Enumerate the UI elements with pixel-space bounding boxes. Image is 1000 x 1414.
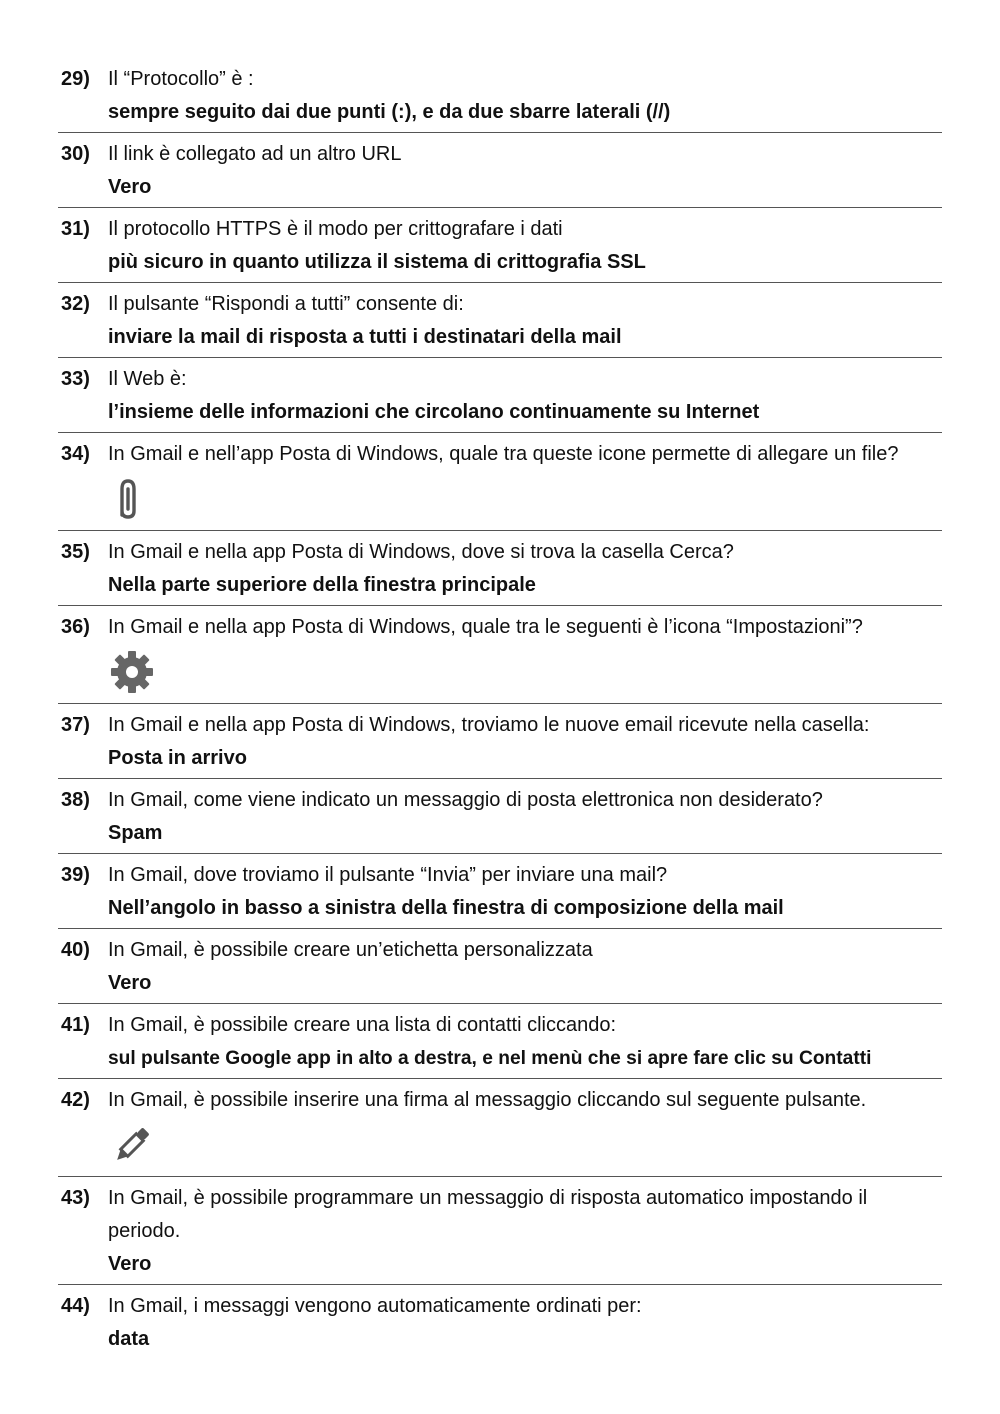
answer-text: Nell’angolo in basso a sinistra della finestra di composizione della mail: [108, 897, 784, 919]
question-number: 33): [61, 368, 90, 390]
question-text: In Gmail e nella app Posta di Windows, quale tra le seguenti è l’icona “Impostazioni”?: [108, 616, 863, 638]
question-text: In Gmail, i messaggi vengono automaticamente ordinati per:: [108, 1295, 642, 1317]
quiz-item-42: [58, 1079, 942, 1177]
question-text: In Gmail, è possibile creare un’etichetta personalizzata: [108, 939, 593, 961]
answer-text: più sicuro in quanto utilizza il sistema di crittografia SSL: [108, 251, 646, 273]
quiz-item-41: [58, 1004, 942, 1079]
pen-icon: [108, 1121, 156, 1169]
question-text: In Gmail, è possibile programmare un messaggio di risposta automatico impostando il periodo.: [108, 1187, 868, 1242]
question-text: In Gmail e nella app Posta di Windows, troviamo le nuove email ricevute nella casella:: [108, 714, 870, 736]
paperclip-icon: [108, 475, 148, 523]
answer-text: sul pulsante Google app in alto a destra, e nel menù che si apre fare clic su Contatti: [108, 1048, 872, 1069]
question-number: 32): [61, 293, 90, 315]
question-number: 30): [61, 143, 90, 165]
quiz-item-32: [58, 283, 942, 358]
question-text: In Gmail e nell’app Posta di Windows, quale tra queste icone permette di allegare un file?: [108, 443, 899, 465]
quiz-item-35: [58, 531, 942, 606]
question-number: 42): [61, 1089, 90, 1111]
question-number: 34): [61, 443, 90, 465]
quiz-item-39: [58, 854, 942, 929]
quiz-item-29: [58, 58, 942, 133]
quiz-item-34: [58, 433, 942, 531]
answer-text: Vero: [108, 176, 152, 198]
question-number: 38): [61, 789, 90, 811]
question-number: 41): [61, 1014, 90, 1036]
quiz-item-38: [58, 779, 942, 854]
question-number: 44): [61, 1295, 90, 1317]
question-text: In Gmail, dove troviamo il pulsante “Invia” per inviare una mail?: [108, 864, 668, 886]
question-number: 37): [61, 714, 90, 736]
question-text: In Gmail e nella app Posta di Windows, dove si trova la casella Cerca?: [108, 541, 734, 563]
question-text: Il pulsante “Rispondi a tutti” consente di:: [108, 293, 464, 315]
question-number: 40): [61, 939, 90, 961]
answer-text: Vero: [108, 1253, 152, 1275]
question-text: In Gmail, è possibile inserire una firma al messaggio cliccando sul seguente pulsante.: [108, 1089, 867, 1111]
question-number: 31): [61, 218, 90, 240]
question-text: In Gmail, è possibile creare una lista di contatti cliccando:: [108, 1014, 617, 1036]
quiz-item-40: [58, 929, 942, 1004]
answer-text: Vero: [108, 972, 152, 994]
answer-text: inviare la mail di risposta a tutti i destinatari della mail: [108, 326, 622, 348]
question-text: In Gmail, come viene indicato un messaggio di posta elettronica non desiderato?: [108, 789, 823, 811]
question-text: Il Web è:: [108, 368, 187, 390]
quiz-item-33: [58, 358, 942, 433]
answer-text: Nella parte superiore della finestra principale: [108, 574, 536, 596]
answer-text: Posta in arrivo: [108, 747, 247, 769]
answer-text: data: [108, 1328, 150, 1350]
question-text: Il protocollo HTTPS è il modo per crittografare i dati: [108, 218, 563, 240]
answer-text: sempre seguito dai due punti (:), e da due sbarre laterali (//): [108, 101, 671, 123]
question-text: Il “Protocollo” è :: [108, 68, 254, 90]
quiz-item-31: [58, 208, 942, 283]
question-text: Il link è collegato ad un altro URL: [108, 143, 402, 165]
answer-text: Spam: [108, 822, 163, 844]
quiz-item-43: [58, 1177, 942, 1285]
answer-text: l’insieme delle informazioni che circolano continuamente su Internet: [108, 401, 760, 423]
question-number: 29): [61, 68, 90, 90]
quiz-item-44: [58, 1285, 942, 1359]
question-number: 39): [61, 864, 90, 886]
quiz-answer-list: [58, 58, 942, 1359]
question-number: 35): [61, 541, 90, 563]
quiz-item-30: [58, 133, 942, 208]
question-number: 43): [61, 1187, 90, 1209]
quiz-item-36: [58, 606, 942, 704]
quiz-item-37: [58, 704, 942, 779]
question-number: 36): [61, 616, 90, 638]
gear-icon: [108, 648, 156, 696]
